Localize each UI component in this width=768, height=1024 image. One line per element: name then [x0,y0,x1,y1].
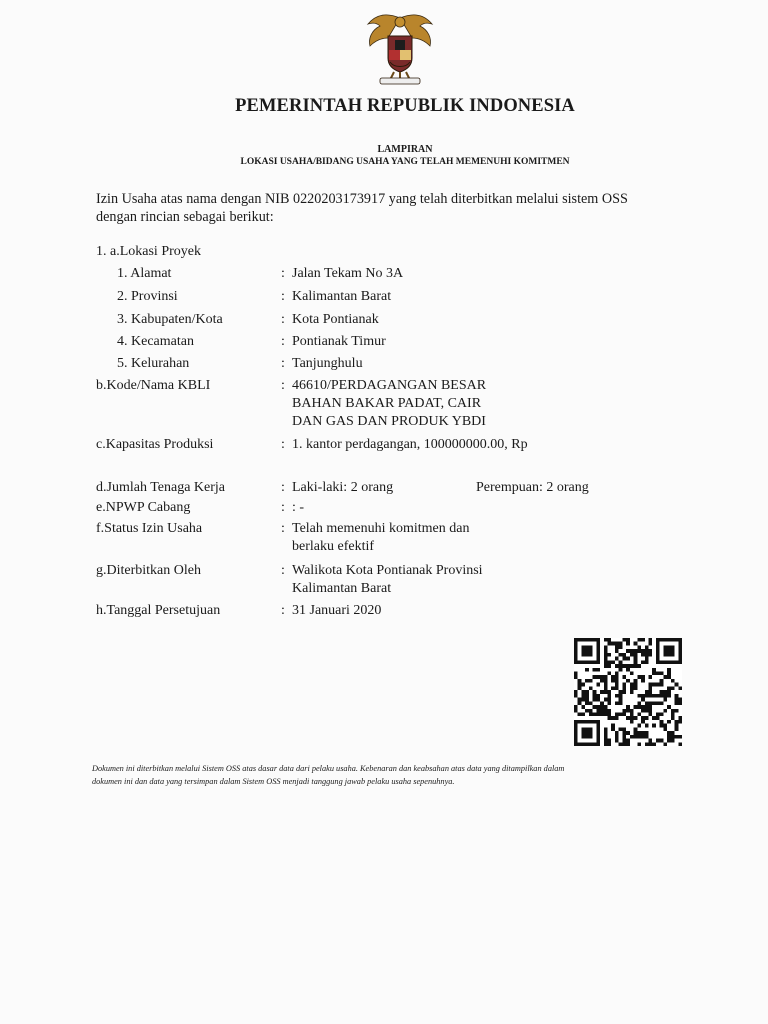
provinsi-label: 2. Provinsi [117,289,178,304]
kelurahan-label: 5. Kelurahan [117,356,190,371]
status-value: Telah memenuhi komitmen dan berlaku efektif [292,521,470,554]
tanggal-value: 31 Januari 2020 [292,603,382,618]
kapasitas-label: c.Kapasitas Produksi [96,437,214,452]
kbli-value: 46610/PERDAGANGAN BESAR BAHAN BAKAR PADAT, CAIR DAN GAS DAN PRODUK YBDI [292,378,487,429]
intro-line-2: dengan rincian sebagai berikut: [96,209,274,225]
garuda-emblem-icon [360,10,440,88]
alamat-value: Jalan Tekam No 3A [292,266,404,281]
document-page: PEMERINTAH REPUBLIK INDONESIA LAMPIRAN LOKASI USAHA/BIDANG USAHA YANG TELAH MEMENUHI KOMITMEN Izin Usaha atas nama dengan NIB 0220203173917 yang telah diterbitkan melalui sistem OSS dengan rincian sebagai berikut: 1. a.Lokasi Proyek 1. Alamat : Jalan Tekam No 3A 2. Provinsi : Kalimantan Barat 3. Kabupaten/Kota : Kota Pontianak 4. Kecamatan : Pontianak Timur 5. Kelurahan : Tanjunghulu b.Kode/Nama KBLI : 46610/PERDAGANGAN BESAR BAHAN BAKAR PADAT, CAIR DAN GAS DAN PRODUK YBDI c.Kapasitas Produksi : 1. kantor perdagangan, 100000000.00, Rp d.Jumlah Tenaga Kerja : Laki-laki: 2 orang Perempuan: 2 orang e.NPWP Cabang : : - f.Status Izin Usaha : Telah memenuhi komitmen dan berlaku efektif g.Diterbitkan Oleh : Walikota Kota Pontianak Provinsi Kalimantan Barat h.Tanggal Persetujuan : 31 Januari 2020 Dokumen ini diterbitkan melalui Sistem OSS atas dasar data dari pelaku usaha. Kebenaran dan keabsahan atas data yang ditampilkan dalam dokumen ini dan data yang tersimpan dalam Sistem OSS menjadi tanggung jawab pelaku usaha sepenuhnya. [0,0,768,1024]
diterbitkan-label: g.Diterbitkan Oleh [96,563,201,578]
kapasitas-value: 1. kantor perdagangan, 100000000.00, Rp [292,437,528,452]
tenaga-perempuan-value: Perempuan: 2 orang [476,480,589,495]
status-label: f.Status Izin Usaha [96,521,203,536]
diterbitkan-value: Walikota Kota Pontianak Provinsi Kalimantan Barat [292,563,483,596]
kabupaten-value: Kota Pontianak [292,312,379,327]
kecamatan-value: Pontianak Timur [292,334,386,349]
qr-code-icon [572,638,684,746]
government-title: PEMERINTAH REPUBLIK INDONESIA [235,96,575,116]
tenaga-laki-value: Laki-laki: 2 orang [292,480,394,495]
lampiran-subtitle: LOKASI USAHA/BIDANG USAHA YANG TELAH MEMENUHI KOMITMEN [240,157,570,167]
alamat-label: 1. Alamat [117,266,172,281]
kabupaten-label: 3. Kabupaten/Kota [117,312,223,327]
npwp-label: e.NPWP Cabang [96,500,191,515]
kbli-label: b.Kode/Nama KBLI [96,378,211,393]
kelurahan-value: Tanjunghulu [292,356,363,371]
intro-line-1: Izin Usaha atas nama dengan NIB 0220203173917 yang telah diterbitkan melalui sistem OSS [96,191,628,207]
intro-paragraph [96,190,708,226]
tanggal-label: h.Tanggal Persetujuan [96,603,221,618]
tenaga-kerja-label: d.Jumlah Tenaga Kerja [96,480,225,495]
kecamatan-label: 4. Kecamatan [117,334,194,349]
npwp-value: : - [292,500,305,515]
oss-disclaimer: Dokumen ini diterbitkan melalui Sistem OSS atas dasar data dari pelaku usaha. Kebenaran dan keabsahan atas data yang ditampilkan dalam dokumen ini dan data yang tersimpan dalam Sistem OSS menjadi tanggung jawab pelaku usaha sepenuhnya. [92,764,565,786]
provinsi-value: Kalimantan Barat [292,289,392,304]
lampiran-heading: LAMPIRAN [377,144,433,155]
